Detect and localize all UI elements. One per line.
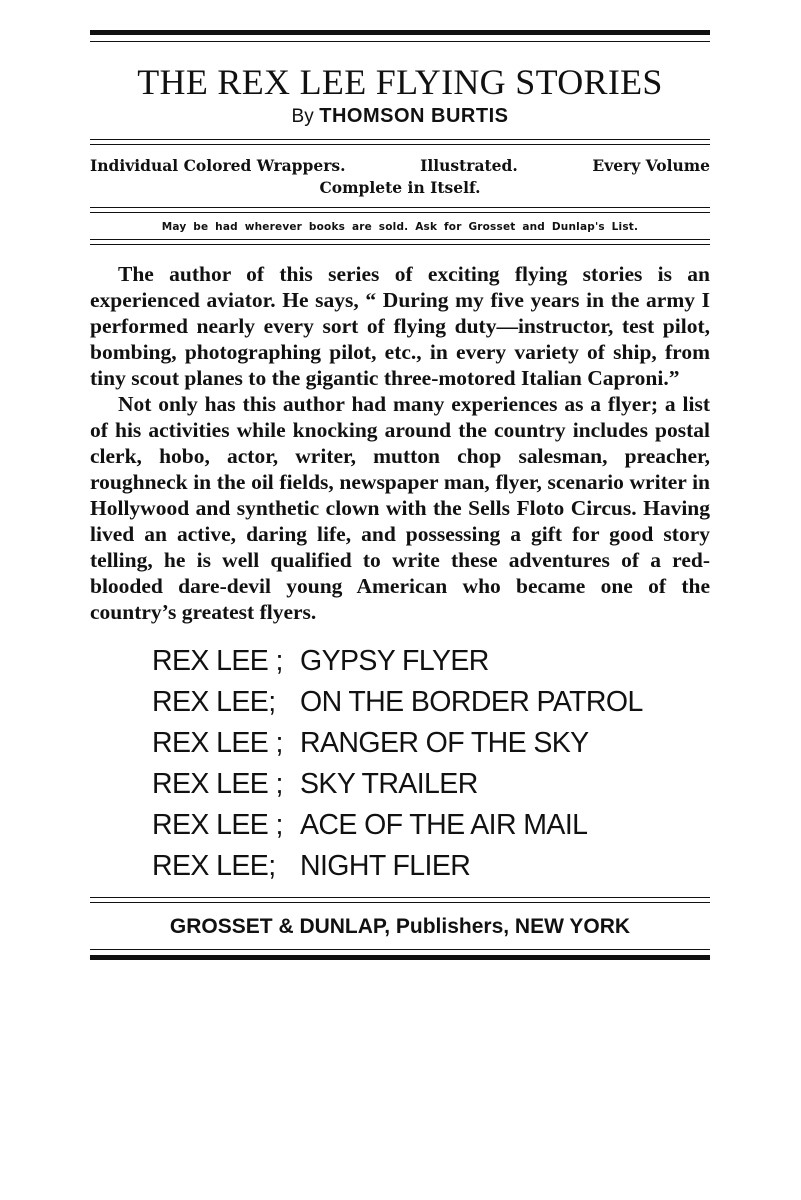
book-series: REX LEE ; (152, 809, 283, 841)
book-title (152, 846, 710, 887)
rule-above-availability-2 (90, 212, 710, 213)
book-series: REX LEE ; (152, 727, 283, 759)
feature-complete: Complete in Itself. (319, 178, 481, 197)
book-title (152, 805, 710, 846)
rule-below-availability-2 (90, 244, 710, 245)
book-series: REX LEE ; (152, 645, 283, 677)
description (90, 261, 710, 625)
book-title (152, 723, 710, 764)
rule-above-publisher-1 (90, 897, 710, 898)
book-name: GYPSY FLYER (300, 645, 489, 677)
byline (90, 104, 710, 129)
rule-below-availability-1 (90, 239, 710, 240)
book-title (152, 764, 710, 805)
advertisement-page (90, 30, 710, 960)
rule-above-availability-1 (90, 207, 710, 208)
book-series: REX LEE; (152, 686, 276, 718)
paragraph-author: The author of this series of exciting flying stories is an experienced aviator. He says, “ During my five years in the army I performed nearly every sort of flying duty—instructor, test pilot, bombing, photographing pilot, etc., in every variety of ship, from tiny scout planes to the gigantic three-motored Italian Caproni.” (90, 262, 710, 390)
availability-note: May be had wherever books are sold. Ask for Grosset and Dunlap's List. (161, 221, 639, 233)
bottom-rule-thick (90, 955, 710, 960)
paragraph-experience: Not only has this author had many experiences as a flyer; a list of his activities while knocking around the country includes postal clerk, hobo, actor, writer, mutton chop salesman, preacher, roughneck in the oil fields, newspaper man, flyer, scenario writer in Hollywood and synthetic clown with the Sells Floto Circus. Having lived an active, daring life, and possessing a gift for good story telling, he is well qualified to write these adventures of a red-blooded dare-devil young American who became one of the country’s greatest flyers. (90, 392, 710, 624)
feature-illustrated: Illustrated. (420, 156, 518, 175)
book-name: ACE OF THE AIR MAIL (300, 809, 588, 841)
feature-wrappers: Individual Colored Wrappers. (90, 156, 346, 175)
author-name: THOMSON BURTIS (319, 105, 509, 127)
book-title (152, 682, 710, 723)
bottom-rule-thin (90, 949, 710, 950)
book-title (152, 641, 710, 682)
book-series: REX LEE; (152, 850, 276, 882)
book-series: REX LEE ; (152, 768, 283, 800)
book-name: ON THE BORDER PATROL (300, 686, 643, 718)
feature-every-volume: Every Volume (592, 156, 710, 175)
features-block (90, 155, 710, 199)
rule-under-byline-2 (90, 144, 710, 145)
publisher-line: GROSSET & DUNLAP, Publishers, NEW YORK (169, 915, 631, 938)
book-name: SKY TRAILER (300, 768, 478, 800)
top-rule-thin (90, 41, 710, 42)
book-name: NIGHT FLIER (300, 850, 471, 882)
rule-under-byline-1 (90, 139, 710, 140)
series-title: THE REX LEE FLYING STORIES (137, 62, 663, 102)
top-rule-thick (90, 30, 710, 35)
book-list (152, 641, 710, 887)
byline-by: By (291, 106, 314, 127)
rule-above-publisher-2 (90, 902, 710, 903)
book-name: RANGER OF THE SKY (300, 727, 589, 759)
